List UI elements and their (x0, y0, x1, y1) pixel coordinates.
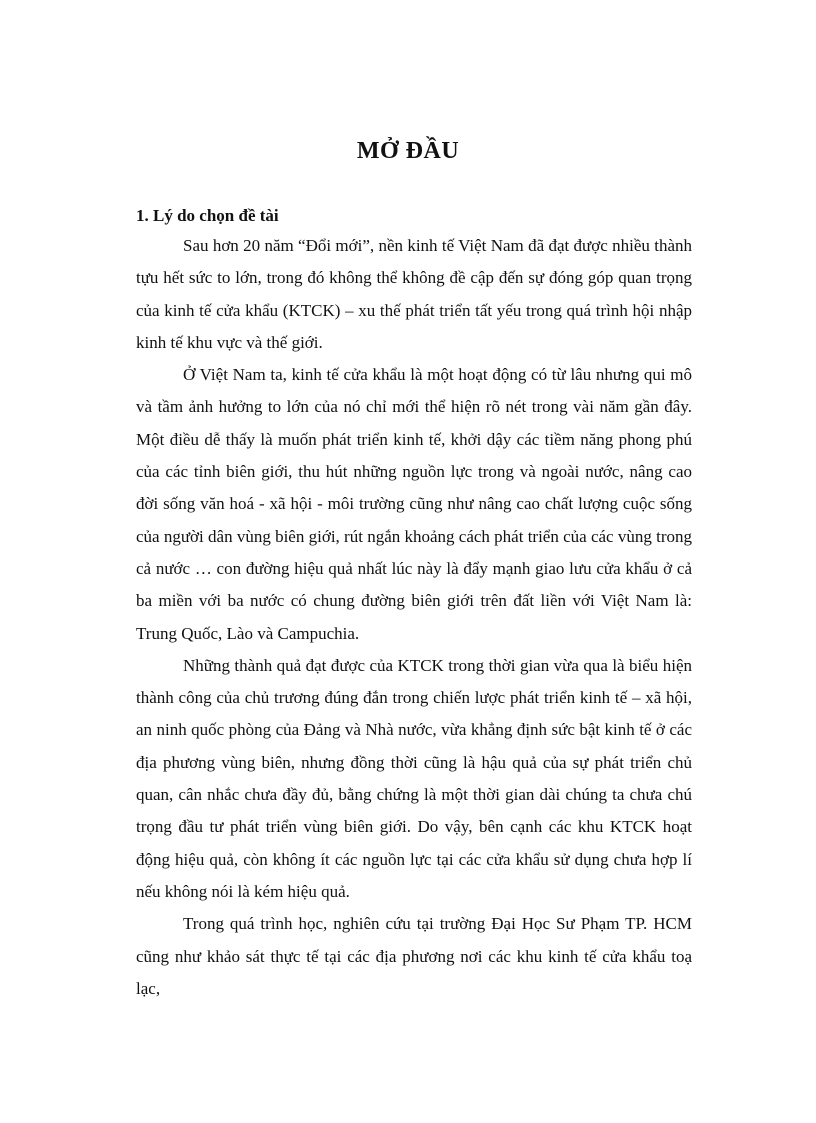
paragraph-1: Sau hơn 20 năm “Đổi mới”, nền kinh tế Việt Nam đã đạt được nhiều thành tựu hết sức to lớn, trong đó không thể không đề cập đến sự đóng góp quan trọng của kinh tế cửa khẩu (KTCK) – xu thế phát triển tất yếu trong quá trình hội nhập kinh tế khu vực và thế giới. (136, 236, 692, 352)
body-text (136, 230, 692, 1005)
paragraph-3: Những thành quả đạt được của KTCK trong thời gian vừa qua là biểu hiện thành công của chủ trương đúng đắn trong chiến lược phát triển kinh tế – xã hội, an ninh quốc phòng của Đảng và Nhà nước, vừa khẳng định sức bật kinh tế ở các địa phương vùng biên, nhưng đồng thời cũng là hậu quả của sự phát triển chủ quan, cân nhắc chưa đầy đủ, bằng chứng là một thời gian dài chúng ta chưa chú trọng đầu tư phát triển vùng biên giới. Do vậy, bên cạnh các khu KTCK hoạt động hiệu quả, còn không ít các nguồn lực tại các cửa khẩu sử dụng chưa hợp lí nếu không nói là kém hiệu quả. (136, 655, 692, 901)
page-title: MỞ ĐẦU (356, 138, 460, 164)
paragraph-4: Trong quá trình học, nghiên cứu tại trường Đại Học Sư Phạm TP. HCM cũng như khảo sát thực tế tại các địa phương nơi các khu kinh tế cửa khẩu toạ lạc, (136, 914, 692, 998)
paragraph-2: Ở Việt Nam ta, kinh tế cửa khẩu là một hoạt động có từ lâu nhưng qui mô và tầm ảnh hưởng to lớn của nó chỉ mới thể hiện rõ nét trong vài năm gần đây. Một điều dễ thấy là muốn phát triển kinh tế, khởi dậy các tiềm năng phong phú của các tỉnh biên giới, thu hút những nguồn lực trong và ngoài nước, nâng cao đời sống văn hoá - xã hội - môi trường cũng như nâng cao chất lượng cuộc sống của người dân vùng biên giới, rút ngắn khoảng cách phát triển của các vùng trong cả nước … con đường hiệu quả nhất lúc này là đẩy mạnh giao lưu cửa khẩu ở cả ba miền với ba nước có chung đường biên giới trên đất liền với Việt Nam là: Trung Quốc, Lào và Campuchia. (136, 365, 692, 643)
section-heading: 1. Lý do chọn đề tài (136, 206, 279, 225)
